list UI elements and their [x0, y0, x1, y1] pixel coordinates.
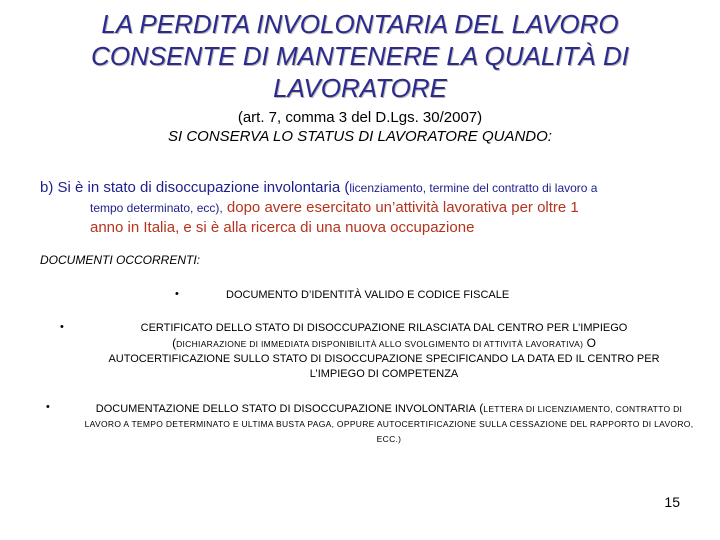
document-item-2-or: O [583, 336, 596, 350]
condition-highlight: dopo avere esercitato un’attività lavorativa per oltre 1 [226, 199, 579, 216]
bullet-2: • [60, 321, 64, 333]
condition-highlight-end: anno in Italia, e si è alla ricerca di una nuova occupazione [90, 219, 475, 236]
document-item-3-note: LETTERA DI LICENZIAMENTO, CONTRATTO DI LAVORO A TEMPO DETERMINATO E ULTIMA BUSTA PAGA, OPPURE AUTOCERTIFICAZIONE SULLA CESSAZIONE DEL RAPPORTO DI LAVORO, ECC.) [84, 404, 694, 444]
condition-lead: b) Si è in stato di disoccupazione involontaria ( [40, 179, 350, 196]
documents-heading: DOCUMENTI OCCORRENTI: [40, 253, 200, 267]
document-item-1: DOCUMENTO D’IDENTITÀ VALIDO E CODICE FISCALE [226, 289, 510, 301]
condition-continuation [40, 198, 700, 238]
document-item-3-main: DOCUMENTAZIONE DELLO STATO DI DISOCCUPAZIONE INVOLONTARIA [95, 403, 476, 415]
title-line-1: LA PERDITA INVOLONTARIA DEL LAVORO [101, 9, 619, 39]
document-item-2-note: DICHIARAZIONE DI IMMEDIATA DISPONIBILITÀ ALLO SVOLGIMENTO DI ATTIVITÀ LAVORATIVA) [176, 339, 584, 349]
bullet-1: • [175, 288, 179, 300]
document-item-3-paren: ( [475, 401, 484, 415]
title-line-2: CONSENTE DI MANTENERE LA QUALITÀ DI [91, 41, 629, 71]
document-item-2-main: CERTIFICATO DELLO STATO DI DISOCCUPAZIONE RILASCIATA DAL CENTRO PER L’IMPIEGO [140, 322, 628, 334]
subtitle [40, 108, 680, 146]
title-line-3: LAVORATORE [273, 73, 447, 103]
bullet-3: • [46, 401, 50, 413]
page-number: 15 [664, 494, 680, 510]
slide-title [40, 8, 680, 104]
condition-paragraph [40, 178, 700, 238]
document-item-2-alt: AUTOCERTIFICAZIONE SULLO STATO DI DISOCCUPAZIONE SPECIFICANDO LA DATA ED IL CENTRO PER L’IMPIEGO DI COMPETENZA [108, 353, 660, 380]
condition-intro: SI CONSERVA LO STATUS DI LAVORATORE QUANDO: [168, 128, 552, 145]
document-item-2-paren: ( [172, 336, 177, 350]
law-reference: (art. 7, comma 3 del D.Lgs. 30/2007) [237, 109, 483, 126]
condition-note-2: tempo determinato, ecc), [90, 201, 223, 215]
document-item-3 [84, 401, 694, 447]
condition-note-1: licenziamento, termine del contratto di lavoro a [349, 181, 598, 195]
document-item-2 [98, 321, 670, 382]
